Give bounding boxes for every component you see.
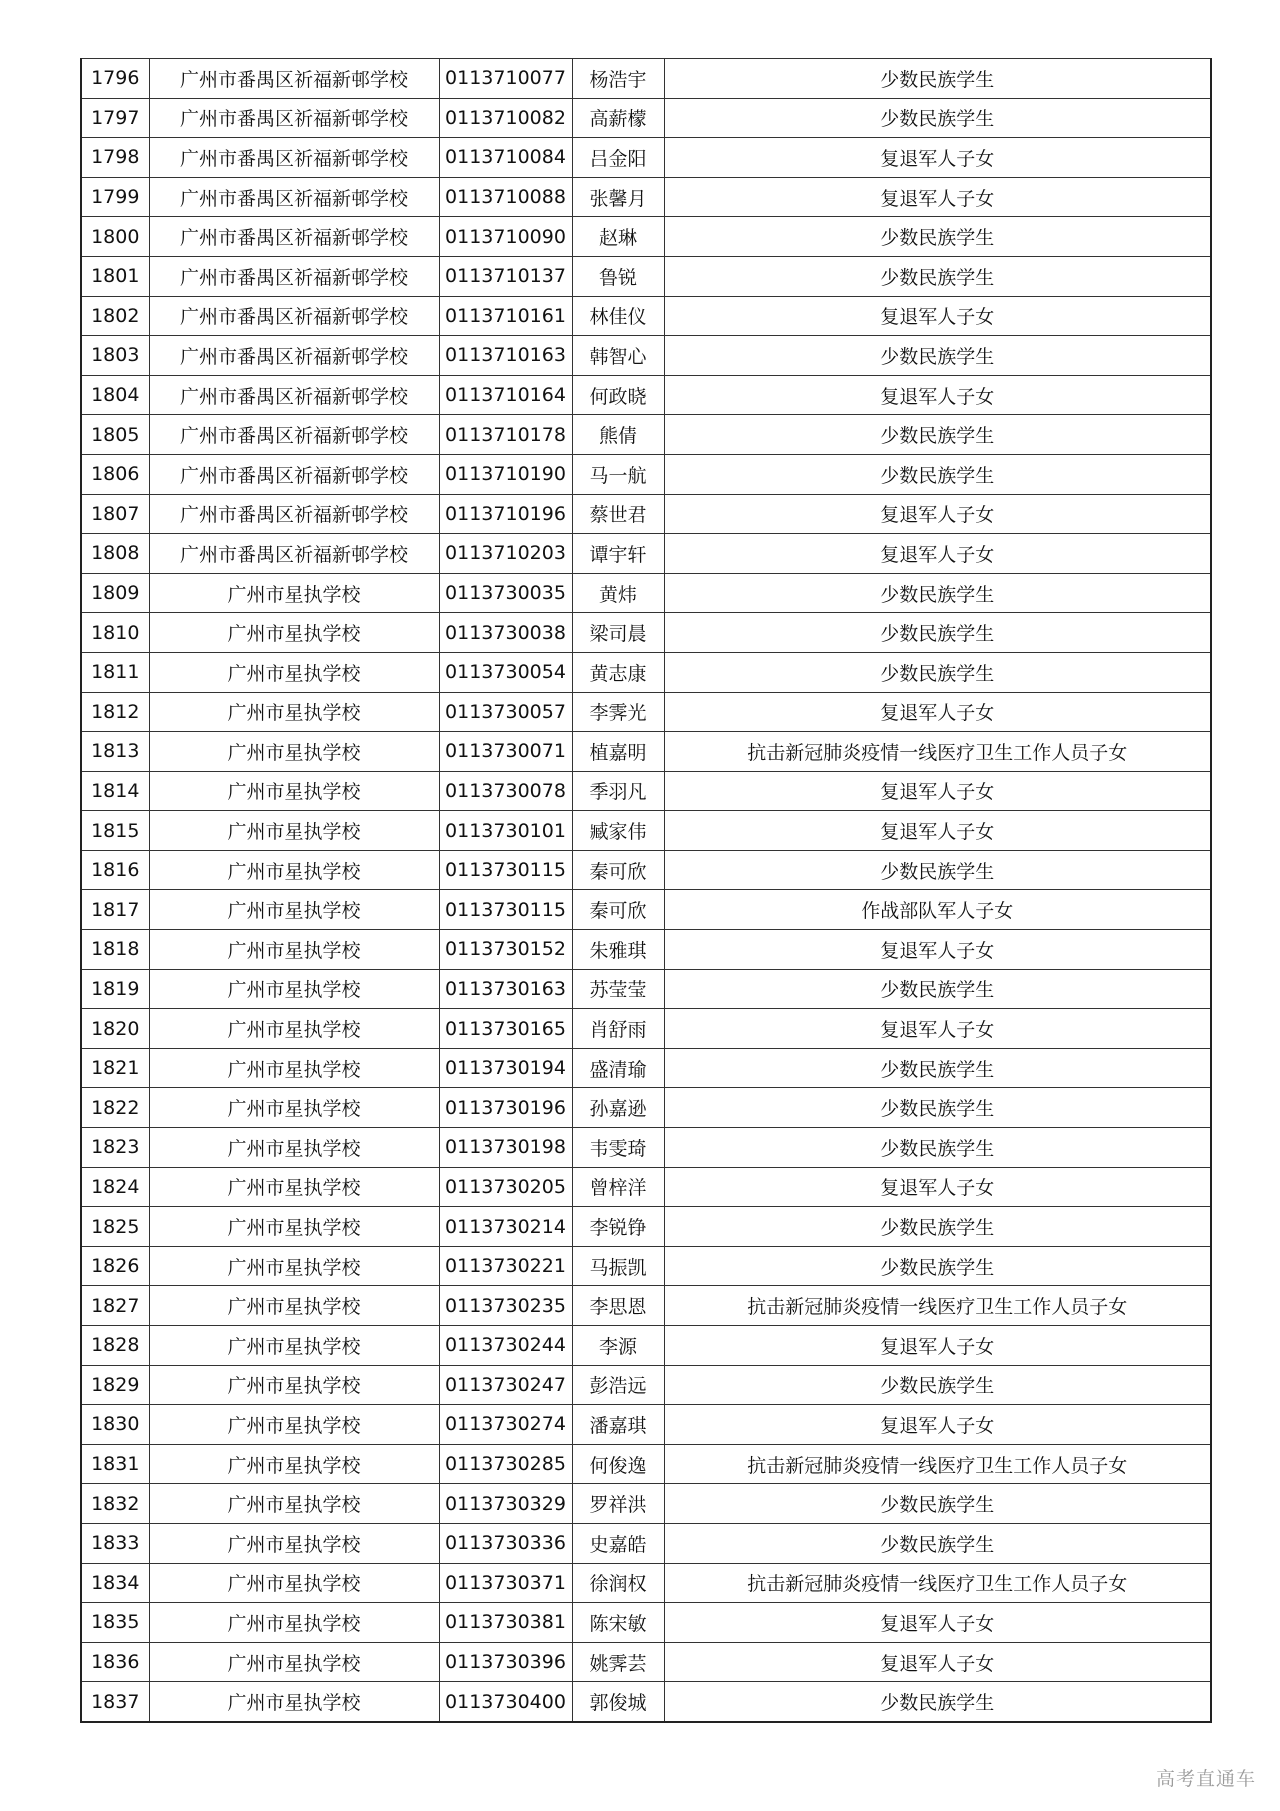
table-row bbox=[81, 1128, 1211, 1168]
table-row bbox=[81, 930, 1211, 970]
school-name-cell: 广州市星执学校 bbox=[149, 811, 439, 851]
student-name-cell: 韩智心 bbox=[572, 336, 664, 376]
row-number-cell: 1821 bbox=[81, 1048, 149, 1088]
student-name-cell: 秦可欣 bbox=[572, 850, 664, 890]
row-number-cell: 1804 bbox=[81, 375, 149, 415]
student-name-cell: 李思恩 bbox=[572, 1286, 664, 1326]
table-row bbox=[81, 59, 1211, 99]
student-id-cell: 0113710190 bbox=[439, 454, 572, 494]
school-name-cell: 广州市星执学校 bbox=[149, 969, 439, 1009]
row-number-cell: 1828 bbox=[81, 1326, 149, 1366]
table-row bbox=[81, 1207, 1211, 1247]
category-cell: 少数民族学生 bbox=[664, 256, 1211, 296]
student-id-cell: 0113730214 bbox=[439, 1207, 572, 1247]
school-name-cell: 广州市星执学校 bbox=[149, 613, 439, 653]
category-cell: 复退军人子女 bbox=[664, 1009, 1211, 1049]
table-row bbox=[81, 336, 1211, 376]
student-name-cell: 梁司晨 bbox=[572, 613, 664, 653]
table-row bbox=[81, 1603, 1211, 1643]
row-number-cell: 1835 bbox=[81, 1603, 149, 1643]
category-cell: 复退军人子女 bbox=[664, 1326, 1211, 1366]
student-id-cell: 0113730057 bbox=[439, 692, 572, 732]
table-row bbox=[81, 1326, 1211, 1366]
row-number-cell: 1824 bbox=[81, 1167, 149, 1207]
category-cell: 复退军人子女 bbox=[664, 177, 1211, 217]
student-id-cell: 0113730247 bbox=[439, 1365, 572, 1405]
school-name-cell: 广州市番禺区祈福新邨学校 bbox=[149, 375, 439, 415]
school-name-cell: 广州市星执学校 bbox=[149, 1167, 439, 1207]
school-name-cell: 广州市星执学校 bbox=[149, 1048, 439, 1088]
row-number-cell: 1805 bbox=[81, 415, 149, 455]
school-name-cell: 广州市番禺区祈福新邨学校 bbox=[149, 256, 439, 296]
student-id-cell: 0113710164 bbox=[439, 375, 572, 415]
student-id-cell: 0113730400 bbox=[439, 1682, 572, 1722]
student-id-cell: 0113730035 bbox=[439, 573, 572, 613]
school-name-cell: 广州市星执学校 bbox=[149, 1405, 439, 1445]
student-name-cell: 曾梓洋 bbox=[572, 1167, 664, 1207]
student-name-cell: 罗祥洪 bbox=[572, 1484, 664, 1524]
student-id-cell: 0113710161 bbox=[439, 296, 572, 336]
row-number-cell: 1806 bbox=[81, 454, 149, 494]
school-name-cell: 广州市星执学校 bbox=[149, 1523, 439, 1563]
category-cell: 少数民族学生 bbox=[664, 1682, 1211, 1722]
student-name-cell: 盛清瑜 bbox=[572, 1048, 664, 1088]
student-id-cell: 0113730115 bbox=[439, 850, 572, 890]
category-cell: 复退军人子女 bbox=[664, 375, 1211, 415]
table-row bbox=[81, 1484, 1211, 1524]
student-id-cell: 0113730078 bbox=[439, 771, 572, 811]
category-cell: 复退军人子女 bbox=[664, 534, 1211, 574]
student-id-cell: 0113710077 bbox=[439, 59, 572, 99]
student-list-table bbox=[80, 58, 1212, 1723]
row-number-cell: 1800 bbox=[81, 217, 149, 257]
row-number-cell: 1830 bbox=[81, 1405, 149, 1445]
student-name-cell: 何俊逸 bbox=[572, 1444, 664, 1484]
school-name-cell: 广州市番禺区祈福新邨学校 bbox=[149, 336, 439, 376]
category-cell: 复退军人子女 bbox=[664, 930, 1211, 970]
school-name-cell: 广州市星执学校 bbox=[149, 1444, 439, 1484]
table-row bbox=[81, 850, 1211, 890]
school-name-cell: 广州市星执学校 bbox=[149, 1286, 439, 1326]
student-name-cell: 秦可欣 bbox=[572, 890, 664, 930]
student-name-cell: 李锐铮 bbox=[572, 1207, 664, 1247]
student-name-cell: 季羽凡 bbox=[572, 771, 664, 811]
school-name-cell: 广州市星执学校 bbox=[149, 1484, 439, 1524]
table-body bbox=[81, 59, 1211, 1722]
table-row bbox=[81, 296, 1211, 336]
student-name-cell: 何政晓 bbox=[572, 375, 664, 415]
row-number-cell: 1818 bbox=[81, 930, 149, 970]
row-number-cell: 1809 bbox=[81, 573, 149, 613]
category-cell: 少数民族学生 bbox=[664, 850, 1211, 890]
table-row bbox=[81, 692, 1211, 732]
school-name-cell: 广州市星执学校 bbox=[149, 573, 439, 613]
category-cell: 少数民族学生 bbox=[664, 1365, 1211, 1405]
student-name-cell: 黄志康 bbox=[572, 652, 664, 692]
student-id-cell: 0113730381 bbox=[439, 1603, 572, 1643]
category-cell: 少数民族学生 bbox=[664, 59, 1211, 99]
school-name-cell: 广州市番禺区祈福新邨学校 bbox=[149, 534, 439, 574]
row-number-cell: 1815 bbox=[81, 811, 149, 851]
school-name-cell: 广州市星执学校 bbox=[149, 1603, 439, 1643]
table-row bbox=[81, 652, 1211, 692]
row-number-cell: 1810 bbox=[81, 613, 149, 653]
table-row bbox=[81, 375, 1211, 415]
school-name-cell: 广州市星执学校 bbox=[149, 692, 439, 732]
student-name-cell: 臧家伟 bbox=[572, 811, 664, 851]
table-row bbox=[81, 771, 1211, 811]
student-id-cell: 0113730165 bbox=[439, 1009, 572, 1049]
category-cell: 少数民族学生 bbox=[664, 217, 1211, 257]
category-cell: 抗击新冠肺炎疫情一线医疗卫生工作人员子女 bbox=[664, 1286, 1211, 1326]
student-id-cell: 0113710084 bbox=[439, 138, 572, 178]
school-name-cell: 广州市星执学校 bbox=[149, 930, 439, 970]
table-row bbox=[81, 1009, 1211, 1049]
student-id-cell: 0113710178 bbox=[439, 415, 572, 455]
student-name-cell: 谭宇轩 bbox=[572, 534, 664, 574]
student-name-cell: 朱雅琪 bbox=[572, 930, 664, 970]
row-number-cell: 1827 bbox=[81, 1286, 149, 1326]
school-name-cell: 广州市番禺区祈福新邨学校 bbox=[149, 98, 439, 138]
table-row bbox=[81, 534, 1211, 574]
student-id-cell: 0113730194 bbox=[439, 1048, 572, 1088]
row-number-cell: 1812 bbox=[81, 692, 149, 732]
school-name-cell: 广州市番禺区祈福新邨学校 bbox=[149, 454, 439, 494]
table-row bbox=[81, 890, 1211, 930]
student-name-cell: 高薪檬 bbox=[572, 98, 664, 138]
student-name-cell: 马一航 bbox=[572, 454, 664, 494]
table-row bbox=[81, 256, 1211, 296]
row-number-cell: 1803 bbox=[81, 336, 149, 376]
student-id-cell: 0113730163 bbox=[439, 969, 572, 1009]
student-id-cell: 0113730038 bbox=[439, 613, 572, 653]
category-cell: 少数民族学生 bbox=[664, 98, 1211, 138]
student-name-cell: 韦雯琦 bbox=[572, 1128, 664, 1168]
student-name-cell: 鲁锐 bbox=[572, 256, 664, 296]
category-cell: 复退军人子女 bbox=[664, 811, 1211, 851]
school-name-cell: 广州市星执学校 bbox=[149, 1009, 439, 1049]
student-id-cell: 0113730396 bbox=[439, 1642, 572, 1682]
table-row bbox=[81, 1167, 1211, 1207]
school-name-cell: 广州市星执学校 bbox=[149, 1563, 439, 1603]
table-row bbox=[81, 1405, 1211, 1445]
row-number-cell: 1807 bbox=[81, 494, 149, 534]
student-name-cell: 李霁光 bbox=[572, 692, 664, 732]
category-cell: 少数民族学生 bbox=[664, 454, 1211, 494]
table-row bbox=[81, 138, 1211, 178]
row-number-cell: 1814 bbox=[81, 771, 149, 811]
category-cell: 复退军人子女 bbox=[664, 296, 1211, 336]
row-number-cell: 1819 bbox=[81, 969, 149, 1009]
student-id-cell: 0113730054 bbox=[439, 652, 572, 692]
student-id-cell: 0113710203 bbox=[439, 534, 572, 574]
category-cell: 复退军人子女 bbox=[664, 692, 1211, 732]
student-id-cell: 0113730101 bbox=[439, 811, 572, 851]
student-id-cell: 0113730198 bbox=[439, 1128, 572, 1168]
student-name-cell: 蔡世君 bbox=[572, 494, 664, 534]
student-id-cell: 0113710137 bbox=[439, 256, 572, 296]
row-number-cell: 1811 bbox=[81, 652, 149, 692]
row-number-cell: 1833 bbox=[81, 1523, 149, 1563]
student-id-cell: 0113730285 bbox=[439, 1444, 572, 1484]
student-id-cell: 0113730071 bbox=[439, 732, 572, 772]
row-number-cell: 1822 bbox=[81, 1088, 149, 1128]
category-cell: 少数民族学生 bbox=[664, 969, 1211, 1009]
table-row bbox=[81, 415, 1211, 455]
table-row bbox=[81, 1642, 1211, 1682]
category-cell: 少数民族学生 bbox=[664, 1246, 1211, 1286]
student-id-cell: 0113730371 bbox=[439, 1563, 572, 1603]
category-cell: 作战部队军人子女 bbox=[664, 890, 1211, 930]
school-name-cell: 广州市番禺区祈福新邨学校 bbox=[149, 494, 439, 534]
row-number-cell: 1813 bbox=[81, 732, 149, 772]
student-id-cell: 0113730196 bbox=[439, 1088, 572, 1128]
table-row bbox=[81, 1444, 1211, 1484]
category-cell: 复退军人子女 bbox=[664, 138, 1211, 178]
school-name-cell: 广州市星执学校 bbox=[149, 652, 439, 692]
row-number-cell: 1831 bbox=[81, 1444, 149, 1484]
student-name-cell: 黄炜 bbox=[572, 573, 664, 613]
student-id-cell: 0113730336 bbox=[439, 1523, 572, 1563]
table-row bbox=[81, 732, 1211, 772]
student-id-cell: 0113730221 bbox=[439, 1246, 572, 1286]
row-number-cell: 1829 bbox=[81, 1365, 149, 1405]
row-number-cell: 1799 bbox=[81, 177, 149, 217]
category-cell: 少数民族学生 bbox=[664, 1207, 1211, 1247]
table-row bbox=[81, 177, 1211, 217]
student-id-cell: 0113730115 bbox=[439, 890, 572, 930]
school-name-cell: 广州市番禺区祈福新邨学校 bbox=[149, 59, 439, 99]
row-number-cell: 1802 bbox=[81, 296, 149, 336]
student-name-cell: 苏莹莹 bbox=[572, 969, 664, 1009]
row-number-cell: 1801 bbox=[81, 256, 149, 296]
student-name-cell: 赵琳 bbox=[572, 217, 664, 257]
table-row bbox=[81, 1246, 1211, 1286]
school-name-cell: 广州市星执学校 bbox=[149, 1246, 439, 1286]
row-number-cell: 1832 bbox=[81, 1484, 149, 1524]
row-number-cell: 1808 bbox=[81, 534, 149, 574]
student-name-cell: 林佳仪 bbox=[572, 296, 664, 336]
student-name-cell: 肖舒雨 bbox=[572, 1009, 664, 1049]
category-cell: 复退军人子女 bbox=[664, 494, 1211, 534]
school-name-cell: 广州市星执学校 bbox=[149, 1128, 439, 1168]
category-cell: 少数民族学生 bbox=[664, 336, 1211, 376]
student-name-cell: 李源 bbox=[572, 1326, 664, 1366]
student-name-cell: 熊倩 bbox=[572, 415, 664, 455]
school-name-cell: 广州市番禺区祈福新邨学校 bbox=[149, 415, 439, 455]
table-row bbox=[81, 1088, 1211, 1128]
school-name-cell: 广州市星执学校 bbox=[149, 771, 439, 811]
student-id-cell: 0113710082 bbox=[439, 98, 572, 138]
student-name-cell: 马振凯 bbox=[572, 1246, 664, 1286]
student-name-cell: 陈宋敏 bbox=[572, 1603, 664, 1643]
table-row bbox=[81, 98, 1211, 138]
table-row bbox=[81, 1563, 1211, 1603]
row-number-cell: 1820 bbox=[81, 1009, 149, 1049]
category-cell: 复退军人子女 bbox=[664, 771, 1211, 811]
category-cell: 少数民族学生 bbox=[664, 1484, 1211, 1524]
row-number-cell: 1823 bbox=[81, 1128, 149, 1168]
school-name-cell: 广州市番禺区祈福新邨学校 bbox=[149, 138, 439, 178]
row-number-cell: 1797 bbox=[81, 98, 149, 138]
category-cell: 抗击新冠肺炎疫情一线医疗卫生工作人员子女 bbox=[664, 1444, 1211, 1484]
student-id-cell: 0113730235 bbox=[439, 1286, 572, 1326]
table-row bbox=[81, 573, 1211, 613]
student-id-cell: 0113730244 bbox=[439, 1326, 572, 1366]
school-name-cell: 广州市星执学校 bbox=[149, 1088, 439, 1128]
row-number-cell: 1826 bbox=[81, 1246, 149, 1286]
school-name-cell: 广州市星执学校 bbox=[149, 1326, 439, 1366]
table-row bbox=[81, 969, 1211, 1009]
row-number-cell: 1825 bbox=[81, 1207, 149, 1247]
category-cell: 少数民族学生 bbox=[664, 1523, 1211, 1563]
school-name-cell: 广州市星执学校 bbox=[149, 1365, 439, 1405]
category-cell: 少数民族学生 bbox=[664, 415, 1211, 455]
table-row bbox=[81, 217, 1211, 257]
school-name-cell: 广州市星执学校 bbox=[149, 1682, 439, 1722]
student-name-cell: 吕金阳 bbox=[572, 138, 664, 178]
table-row bbox=[81, 1682, 1211, 1722]
category-cell: 少数民族学生 bbox=[664, 1048, 1211, 1088]
student-id-cell: 0113710088 bbox=[439, 177, 572, 217]
school-name-cell: 广州市番禺区祈福新邨学校 bbox=[149, 296, 439, 336]
category-cell: 复退军人子女 bbox=[664, 1603, 1211, 1643]
student-name-cell: 杨浩宇 bbox=[572, 59, 664, 99]
table-row bbox=[81, 1286, 1211, 1326]
row-number-cell: 1817 bbox=[81, 890, 149, 930]
school-name-cell: 广州市番禺区祈福新邨学校 bbox=[149, 217, 439, 257]
student-id-cell: 0113710196 bbox=[439, 494, 572, 534]
row-number-cell: 1837 bbox=[81, 1682, 149, 1722]
school-name-cell: 广州市星执学校 bbox=[149, 890, 439, 930]
watermark: 高考直通车 bbox=[1155, 1768, 1256, 1790]
category-cell: 抗击新冠肺炎疫情一线医疗卫生工作人员子女 bbox=[664, 1563, 1211, 1603]
category-cell: 抗击新冠肺炎疫情一线医疗卫生工作人员子女 bbox=[664, 732, 1211, 772]
student-id-cell: 0113730205 bbox=[439, 1167, 572, 1207]
student-name-cell: 潘嘉琪 bbox=[572, 1405, 664, 1445]
student-name-cell: 徐润权 bbox=[572, 1563, 664, 1603]
school-name-cell: 广州市星执学校 bbox=[149, 732, 439, 772]
student-id-cell: 0113730329 bbox=[439, 1484, 572, 1524]
student-id-cell: 0113710090 bbox=[439, 217, 572, 257]
category-cell: 少数民族学生 bbox=[664, 652, 1211, 692]
category-cell: 少数民族学生 bbox=[664, 1128, 1211, 1168]
student-name-cell: 植嘉明 bbox=[572, 732, 664, 772]
row-number-cell: 1796 bbox=[81, 59, 149, 99]
student-name-cell: 张馨月 bbox=[572, 177, 664, 217]
table-row bbox=[81, 613, 1211, 653]
table-row bbox=[81, 494, 1211, 534]
school-name-cell: 广州市星执学校 bbox=[149, 1642, 439, 1682]
category-cell: 少数民族学生 bbox=[664, 613, 1211, 653]
category-cell: 少数民族学生 bbox=[664, 1088, 1211, 1128]
student-id-cell: 0113730274 bbox=[439, 1405, 572, 1445]
row-number-cell: 1836 bbox=[81, 1642, 149, 1682]
table-row bbox=[81, 454, 1211, 494]
category-cell: 复退军人子女 bbox=[664, 1642, 1211, 1682]
row-number-cell: 1798 bbox=[81, 138, 149, 178]
student-name-cell: 姚霁芸 bbox=[572, 1642, 664, 1682]
student-id-cell: 0113710163 bbox=[439, 336, 572, 376]
table-row bbox=[81, 1523, 1211, 1563]
school-name-cell: 广州市番禺区祈福新邨学校 bbox=[149, 177, 439, 217]
student-name-cell: 彭浩远 bbox=[572, 1365, 664, 1405]
category-cell: 复退军人子女 bbox=[664, 1167, 1211, 1207]
student-id-cell: 0113730152 bbox=[439, 930, 572, 970]
table-row bbox=[81, 1048, 1211, 1088]
school-name-cell: 广州市星执学校 bbox=[149, 850, 439, 890]
school-name-cell: 广州市星执学校 bbox=[149, 1207, 439, 1247]
category-cell: 少数民族学生 bbox=[664, 573, 1211, 613]
row-number-cell: 1834 bbox=[81, 1563, 149, 1603]
row-number-cell: 1816 bbox=[81, 850, 149, 890]
category-cell: 复退军人子女 bbox=[664, 1405, 1211, 1445]
table-row bbox=[81, 811, 1211, 851]
table-row bbox=[81, 1365, 1211, 1405]
student-name-cell: 孙嘉逊 bbox=[572, 1088, 664, 1128]
student-name-cell: 史嘉皓 bbox=[572, 1523, 664, 1563]
student-name-cell: 郭俊城 bbox=[572, 1682, 664, 1722]
